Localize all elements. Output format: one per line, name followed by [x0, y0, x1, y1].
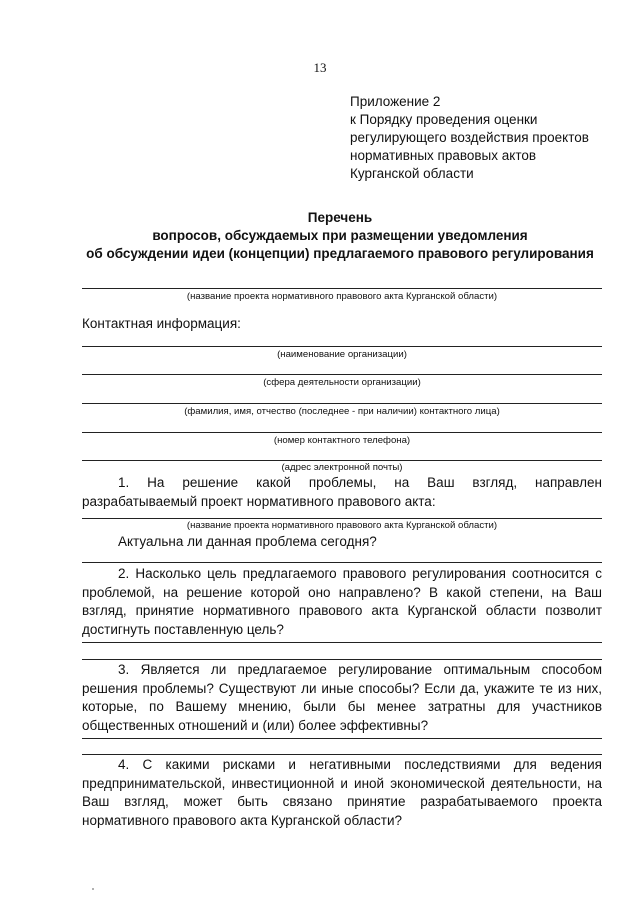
- page-number: 13: [313, 60, 327, 75]
- title-line: об обсуждении идеи (концепции) предлагаемого правового регулирования: [86, 246, 594, 261]
- project-name-line[interactable]: [82, 288, 602, 289]
- appendix-line: Курганской области: [350, 166, 474, 181]
- org-sphere-caption: (сфера деятельности организации): [263, 377, 421, 388]
- email-line[interactable]: [82, 460, 602, 461]
- title-line: вопросов, обсуждаемых при размещении уведомления: [152, 228, 528, 243]
- document-title: [40, 209, 640, 263]
- appendix-block: [350, 93, 589, 183]
- question-4-text: 4. С какими рисками и негативными последствиями для ведения предпринимательской, инвестиционной и иной экономической деятельности, на Ваш взгляд, может быть связано принятие разрабатываемого проекта нормативного правового акта Курганской области?: [82, 757, 602, 828]
- question-3-text: 3. Является ли предлагаемое регулирование оптимальным способом решения проблемы? Существуют ли иные способы? Если да, укажите те из них, которые, по Вашему мнению, были бы менее затратны для участников общественных отношений и (или) более эффективны?: [82, 662, 602, 733]
- org-name-caption: (наименование организации): [277, 349, 407, 360]
- q1-answer-line[interactable]: [82, 562, 602, 563]
- q2-answer-line-2[interactable]: [82, 659, 602, 660]
- appendix-line: Приложение 2: [350, 94, 441, 109]
- appendix-line: нормативных правовых актов: [350, 148, 537, 163]
- org-name-line[interactable]: [82, 346, 602, 347]
- appendix-line: к Порядку проведения оценки: [350, 112, 538, 127]
- question-2: [82, 565, 602, 639]
- question-1: [82, 474, 602, 511]
- contact-person-caption: (фамилия, имя, отчество (последнее - при наличии) контактного лица): [184, 406, 500, 417]
- title-line: Перечень: [307, 210, 373, 225]
- q3-answer-line-2[interactable]: [82, 754, 602, 755]
- question-1-followup: Актуальна ли данная проблема сегодня?: [118, 534, 377, 549]
- question-2-text: 2. Насколько цель предлагаемого правового регулирования соотносится с проблемой, на решение которой оно направлено? В какой степени, на Ваш взгляд, принятие нормативного правового акта Курганской области позволит достигнуть поставленную цель?: [82, 566, 602, 637]
- appendix-line: регулирующего воздействия проектов: [350, 130, 589, 145]
- scan-speck: [92, 888, 94, 890]
- question-3: [82, 661, 602, 735]
- q3-answer-line-1[interactable]: [82, 738, 602, 739]
- project-name-caption: (название проекта нормативного правового акта Курганской области): [186, 291, 498, 302]
- question-4: [82, 756, 602, 830]
- contact-person-line[interactable]: [82, 403, 602, 404]
- question-1-text: 1. На решение какой проблемы, на Ваш взгляд, направлен разрабатываемый проект нормативного правового акта:: [82, 475, 602, 509]
- q2-answer-line-1[interactable]: [82, 642, 602, 643]
- org-sphere-line[interactable]: [82, 374, 602, 375]
- q1-project-line[interactable]: [82, 518, 602, 519]
- contact-info-label: Контактная информация:: [82, 316, 241, 331]
- phone-caption: (номер контактного телефона): [273, 435, 411, 446]
- email-caption: (адрес электронной почты): [281, 462, 403, 473]
- q1-project-caption: (название проекта нормативного правового акта Курганской области): [186, 520, 498, 531]
- phone-line[interactable]: [82, 432, 602, 433]
